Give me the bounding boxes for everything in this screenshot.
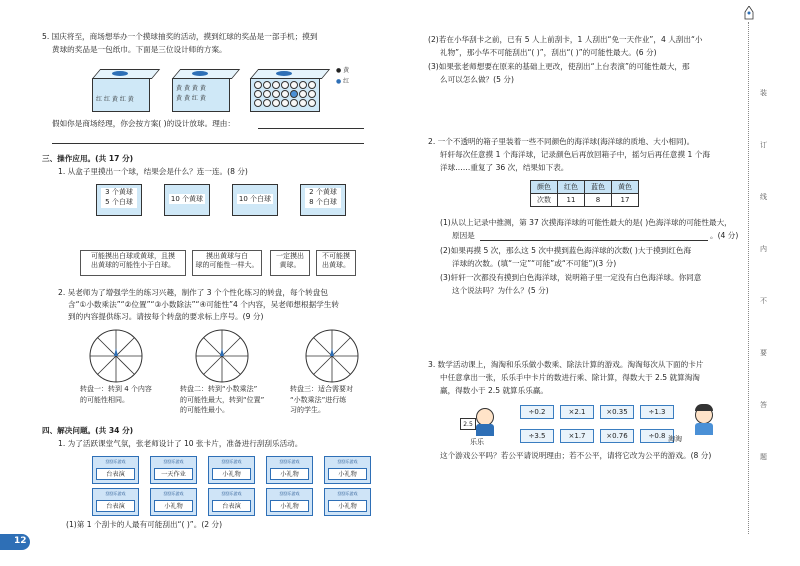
scratch-card[interactable]: 刮刮乐游戏 一天作业 — [150, 456, 197, 484]
scratch-card[interactable]: 刮刮乐游戏 小礼物 — [150, 488, 197, 516]
answer-card-4[interactable]: 不可能摸 出黄球。 — [316, 250, 356, 276]
r-q2-l1: 2. 一个不透明的箱子里装着一些不同颜色的海洋球(海洋球的质地、大小相同)。 — [428, 137, 695, 146]
spinner-1-caption: 转盘一：转到 4 个内容 的可能性相同。 — [80, 385, 152, 404]
scratch-card[interactable]: 刮刮乐游戏 小礼物 — [266, 456, 313, 484]
r-q2-s2b: 洋球的次数。(填“一定”“可能”或“不可能”)(3 分) — [452, 259, 617, 268]
ball — [299, 90, 307, 98]
scratch-card[interactable]: 刮刮乐游戏 台表演 — [208, 488, 255, 516]
ball — [281, 99, 289, 107]
game-card[interactable]: ×2.1 — [560, 405, 594, 419]
ball — [254, 90, 262, 98]
ball — [290, 99, 298, 107]
ball — [272, 90, 280, 98]
game-card[interactable]: ×0.35 — [600, 405, 634, 419]
scratch-card[interactable]: 刮刮乐游戏 小礼物 — [324, 456, 371, 484]
section-3-title: 三、操作应用。(共 17 分) — [42, 154, 134, 163]
lele-card: 2.5 — [460, 418, 476, 430]
r-q2-s1c: 。(4 分) — [710, 231, 739, 240]
binding-line — [748, 22, 749, 534]
r-q3-l3: 赢，得数小于 2.5 就算乐乐赢。 — [440, 386, 549, 395]
game-card[interactable]: ×0.76 — [600, 429, 634, 443]
scratch-card[interactable]: 刮刮乐游戏 小礼物 — [266, 488, 313, 516]
r-q2-s1a: (1)从以上记录中推测，第 37 次摸海洋球的可能性最大的是( )色海洋球的可能性最大， — [440, 218, 732, 227]
scratch-card[interactable]: 刮刮乐游戏 小礼物 — [208, 456, 255, 484]
binding-char: 装 — [760, 89, 767, 97]
spinner-3-caption: 转盘三：适合需要对 “小数乘法”进行练 习的学生。 — [290, 385, 353, 414]
binding-char: 答 — [760, 401, 767, 409]
legend-red: ● 红 — [336, 78, 350, 85]
taotao-avatar — [690, 404, 718, 438]
ball — [281, 81, 289, 89]
r-q2-l2: 轩轩每次任意摸 1 个海洋球，记录颜色后再放回箱子中，摇匀后再任意摸 1 个海 — [440, 150, 710, 159]
q5-box-b-balls: 黄 黄 黄 黄 黄 黄 红 黄 — [176, 85, 206, 102]
answer-card-1[interactable]: 可能摸出白球或黄球，且摸 出黄球的可能性小于白球。 — [80, 250, 186, 276]
game-card[interactable]: ×1.7 — [560, 429, 594, 443]
game-card[interactable]: ÷1.3 — [640, 405, 674, 419]
r-top-l1: (2)若在小华刮卡之前，已有 5 人上前刮卡，1 人刮出“免一天作业”，4 人刮出“小 — [428, 35, 703, 44]
taotao-name: 淘淘 — [668, 435, 682, 443]
r-q2-s3b: 这个说法吗？为什么？(5 分) — [452, 286, 549, 295]
r-q3-question: 这个游戏公平吗？若公平请说明理由；若不公平，请将它改为公平的游戏。(8 分) — [440, 451, 712, 460]
r-q2-l3: 洋球……重复了 36 次，结果如下表。 — [440, 163, 569, 172]
binding-char: 不 — [760, 297, 767, 305]
ball-count-table: 颜色 红色 蓝色 黄色 次数 11 8 17 — [530, 180, 639, 207]
ball — [263, 90, 271, 98]
ball — [308, 90, 316, 98]
answer-line[interactable] — [480, 240, 708, 241]
answer-line[interactable] — [258, 128, 364, 129]
r-top-l4: 么可以怎么做？(5 分) — [440, 75, 514, 84]
section-4-title: 四、解决问题。(共 34 分) — [42, 426, 134, 435]
r-q3-l1: 3. 数学活动课上，淘淘和乐乐做小数乘、除法计算的游戏。淘淘每次从下面的卡片 — [428, 360, 704, 369]
s4-sub1: (1)第 1 个刮卡的人最有可能刮出“( )”。(2 分) — [66, 520, 223, 529]
ball — [299, 99, 307, 107]
spinner-2[interactable] — [194, 328, 250, 384]
ball — [272, 81, 280, 89]
s3-q2-line3: 到的内容提供练习。请按每个转盘的要求标上序号。(9 分) — [68, 312, 264, 321]
q5-line1: 5. 国庆将至，商场想举办一个摸球抽奖的活动，摸到红球的奖品是一部手机；摸到 — [42, 32, 318, 41]
game-card[interactable]: ÷0.8 — [640, 429, 674, 443]
answer-card-3[interactable]: 一定摸出 黄球。 — [270, 250, 310, 276]
q5-question: 假如你是商场经理，你会按方案( )的设计放球。理由： — [52, 119, 235, 128]
binding-char: 要 — [760, 349, 767, 357]
ball-box-2: 10 个黄球 — [164, 184, 210, 216]
scratch-card[interactable]: 刮刮乐游戏 台表演 — [92, 488, 139, 516]
s3-q2-line2: 含“①小数乘法”“②位置”“③小数除法”“④可能性”4 个内容，吴老师想根据学生转 — [68, 300, 339, 309]
r-q2-s2a: (2)如果再摸 5 次，那么这 5 次中摸到蓝色海洋球的次数( )大于摸到红色海 — [440, 246, 692, 255]
ball-box-4: 2 个黄球 8 个白球 — [300, 184, 346, 216]
page-number: 12 — [14, 536, 27, 546]
legend-yellow: ● 黄 — [336, 67, 350, 74]
game-card[interactable]: ÷3.5 — [520, 429, 554, 443]
ball — [263, 99, 271, 107]
ball — [290, 90, 298, 98]
ball-box-1: 3 个黄球 5 个白球 — [96, 184, 142, 216]
binding-char: 订 — [760, 141, 767, 149]
answer-card-2[interactable]: 摸出黄球与白 球的可能性一样大。 — [192, 250, 262, 276]
ball — [290, 81, 298, 89]
ball — [254, 99, 262, 107]
r-q2-s1b: 原因是 — [452, 231, 475, 240]
ball — [299, 81, 307, 89]
r-q2-s3a: (3)轩轩一次都没有摸到白色海洋球，说明箱子里一定没有白色海洋球。你同意 — [440, 273, 702, 282]
binding-char: 内 — [760, 245, 767, 253]
ball — [308, 99, 316, 107]
s3-q1: 1. 从盒子里摸出一个球，结果会是什么？连一连。(8 分) — [58, 167, 248, 176]
ball — [281, 90, 289, 98]
rocket-icon — [744, 6, 754, 22]
r-q3-l2: 中任意拿出一张，乐乐手中卡片的数进行乘、除计算，得数大于 2.5 就算淘淘 — [440, 373, 700, 382]
game-card[interactable]: ÷0.2 — [520, 405, 554, 419]
answer-line[interactable] — [52, 143, 364, 144]
r-top-l2: 礼物”，那小华不可能刮出“( )”，刮出“( )”的可能性最大。(6 分) — [440, 48, 657, 57]
ball — [263, 81, 271, 89]
ball — [308, 81, 316, 89]
s3-q2-line1: 2. 吴老师为了增强学生的练习兴趣，制作了 3 个个性化练习的转盘，每个转盘包 — [58, 288, 328, 297]
ball-box-3: 10 个白球 — [232, 184, 278, 216]
r-top-l3: (3)如果张老师想要在原来的基础上更改，使刮出“上台表演”的可能性最大，那 — [428, 62, 690, 71]
spinner-2-caption: 转盘二：转到“小数乘法” 的可能性最大，转到“位置” 的可能性最小。 — [180, 385, 265, 414]
scratch-card[interactable]: 刮刮乐游戏 小礼物 — [324, 488, 371, 516]
spinner-1[interactable] — [88, 328, 144, 384]
lele-name: 乐乐 — [470, 438, 484, 446]
q5-box-a-balls: 红 红 黄 红 黄 — [96, 96, 134, 103]
ball — [272, 99, 280, 107]
binding-char: 线 — [760, 193, 767, 201]
binding-char: 题 — [760, 453, 767, 461]
spinner-3[interactable] — [304, 328, 360, 384]
q5-line2: 黄球的奖品是一包纸巾。下面是三位设计师的方案。 — [52, 45, 227, 54]
ball — [254, 81, 262, 89]
s4-q1: 1. 为了活跃课堂气氛，张老师设计了 10 张卡片，准备进行刮刮乐活动。 — [58, 439, 303, 448]
scratch-card[interactable]: 刮刮乐游戏 台表演 — [92, 456, 139, 484]
